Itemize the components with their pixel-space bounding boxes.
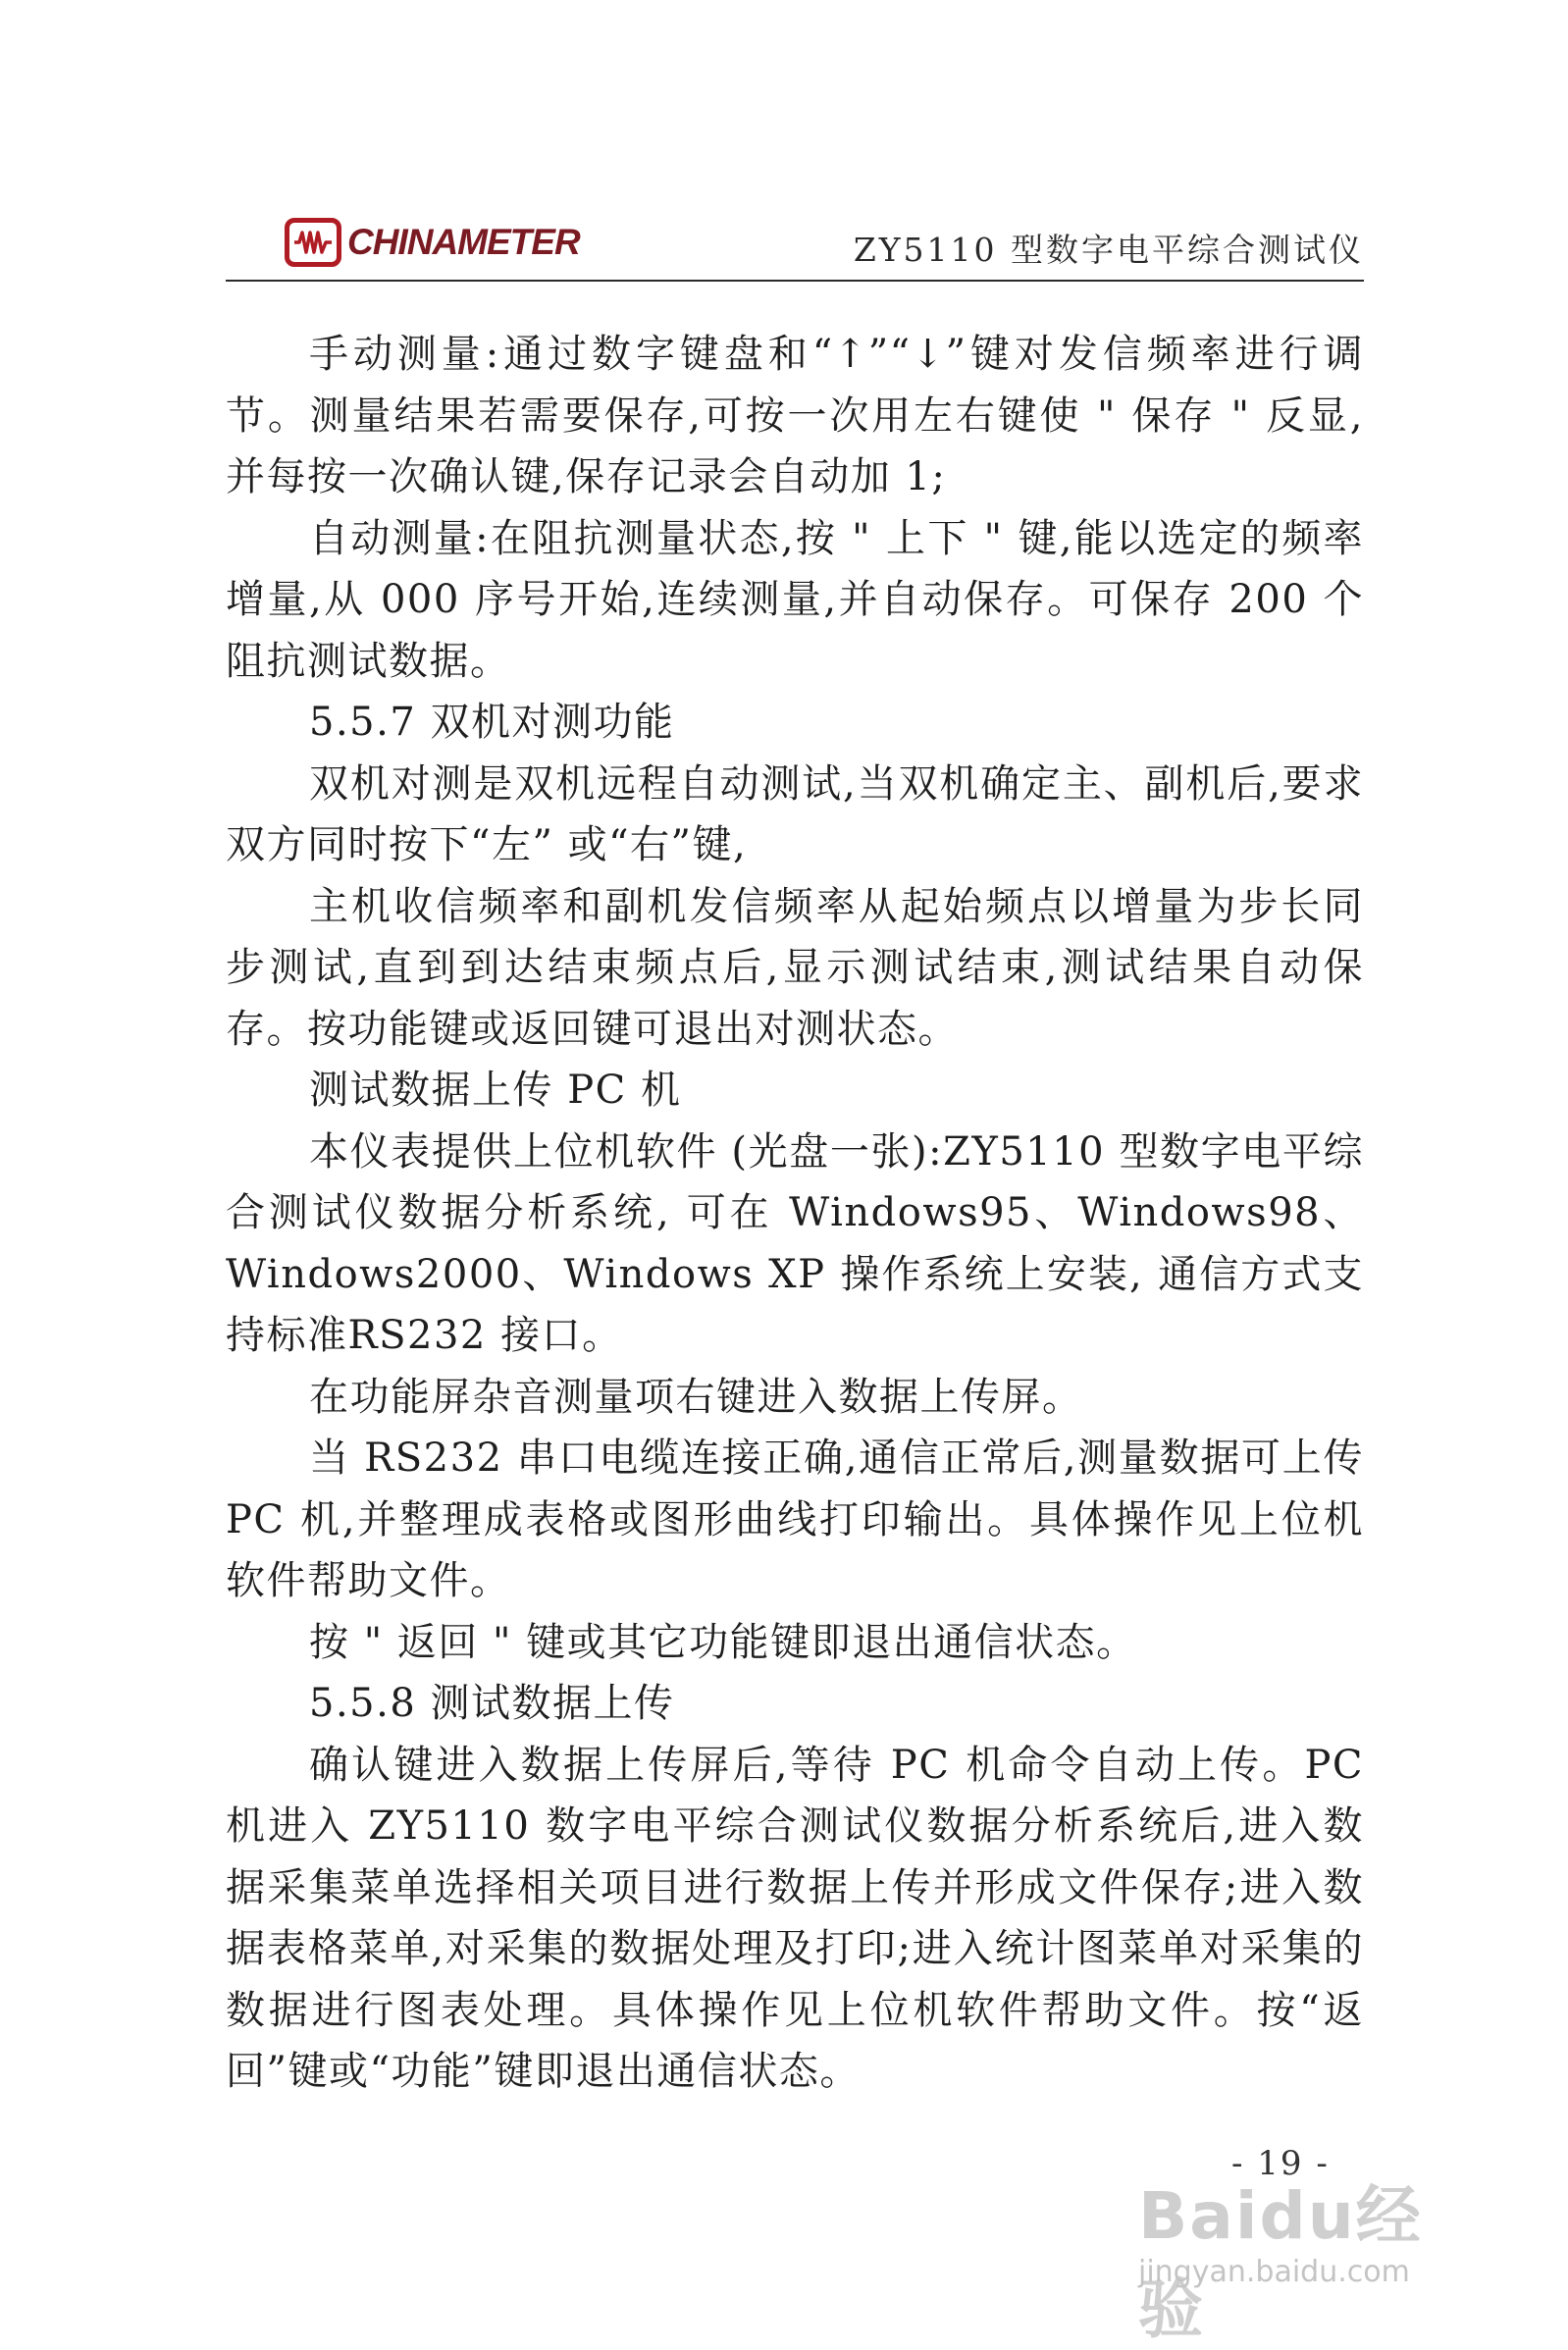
watermark-url: jingyan.baidu.com: [1138, 2255, 1410, 2289]
paragraph-exit-comm: 按 " 返回 " 键或其它功能键即退出通信状态。: [309, 1619, 1137, 1665]
subheading-upload-pc: 测试数据上传 PC 机: [309, 1068, 682, 1113]
page-header: [226, 211, 1364, 282]
paragraph-manual-measure: 手动测量:通过数字键盘和“↑”“↓”键对发信频率进行调节。测量结果若需要保存,可按一次用左右键使 " 保存 " 反显,并每按一次确认键,保存记录会自动加 1;: [226, 332, 1364, 499]
document-title: ZY5110 型数字电平综合测试仪: [853, 231, 1364, 269]
paragraph-enter-upload: 在功能屏杂音测量项右键进入数据上传屏。: [309, 1374, 1083, 1420]
section-heading-5-5-7: 5.5.7 双机对测功能: [309, 700, 675, 745]
paragraph-dual-test-sync: 主机收信频率和副机发信频率从起始频点以增量为步长同步测试,直到到达结束频点后,显示测试结束,测试结果自动保存。按功能键或返回键可退出对测状态。: [226, 883, 1364, 1052]
paragraph-dual-test: 双机对测是双机远程自动测试,当双机确定主、副机后,要求双方同时按下“左” 或“右”键,: [226, 760, 1364, 867]
watermark-brand: Baidu经验: [1138, 2178, 1423, 2347]
waveform-logo-icon: [285, 218, 341, 267]
paragraph-upload-steps: 确认键进入数据上传屏后,等待 PC 机命令自动上传。PC 机进入 ZY5110 数字电平综合测试仪数据分析系统后,进入数据采集菜单选择相关项目进行数据上传并形成文件保存;进入数据表格菜单,对采集的数据处理及打印;进入统计图菜单对采集的数据进行图表处理。具体操作见上位机软件帮助文件。按“返回”键或“功能”键即退出通信状态。: [226, 1742, 1364, 2094]
paragraph-auto-measure: 自动测量:在阻抗测量状态,按 " 上下 " 键,能以选定的频率增量,从 000 序号开始,连续测量,并自动保存。可保存 200 个阻抗测试数据。: [226, 515, 1364, 684]
section-heading-5-5-8: 5.5.8 测试数据上传: [309, 1681, 675, 1726]
brand-name: CHINAMETER: [347, 222, 580, 262]
baidu-watermark: [1138, 2149, 1472, 2347]
chinameter-logo: [285, 211, 580, 274]
body-text: [226, 324, 1364, 2103]
paragraph-rs232: 当 RS232 串口电缆连接正确,通信正常后,测量数据可上传PC 机,并整理成表格或图形曲线打印输出。具体操作见上位机软件帮助文件。: [226, 1436, 1364, 1603]
paragraph-software: 本仪表提供上位机软件 (光盘一张):ZY5110 型数字电平综合测试仪数据分析系统, 可在 Windows95、Windows98、Windows2000、Windows XP 操作系统上安装, 通信方式支持标准RS232 接口。: [226, 1128, 1364, 1358]
page-number: - 19 -: [1231, 2144, 1330, 2183]
